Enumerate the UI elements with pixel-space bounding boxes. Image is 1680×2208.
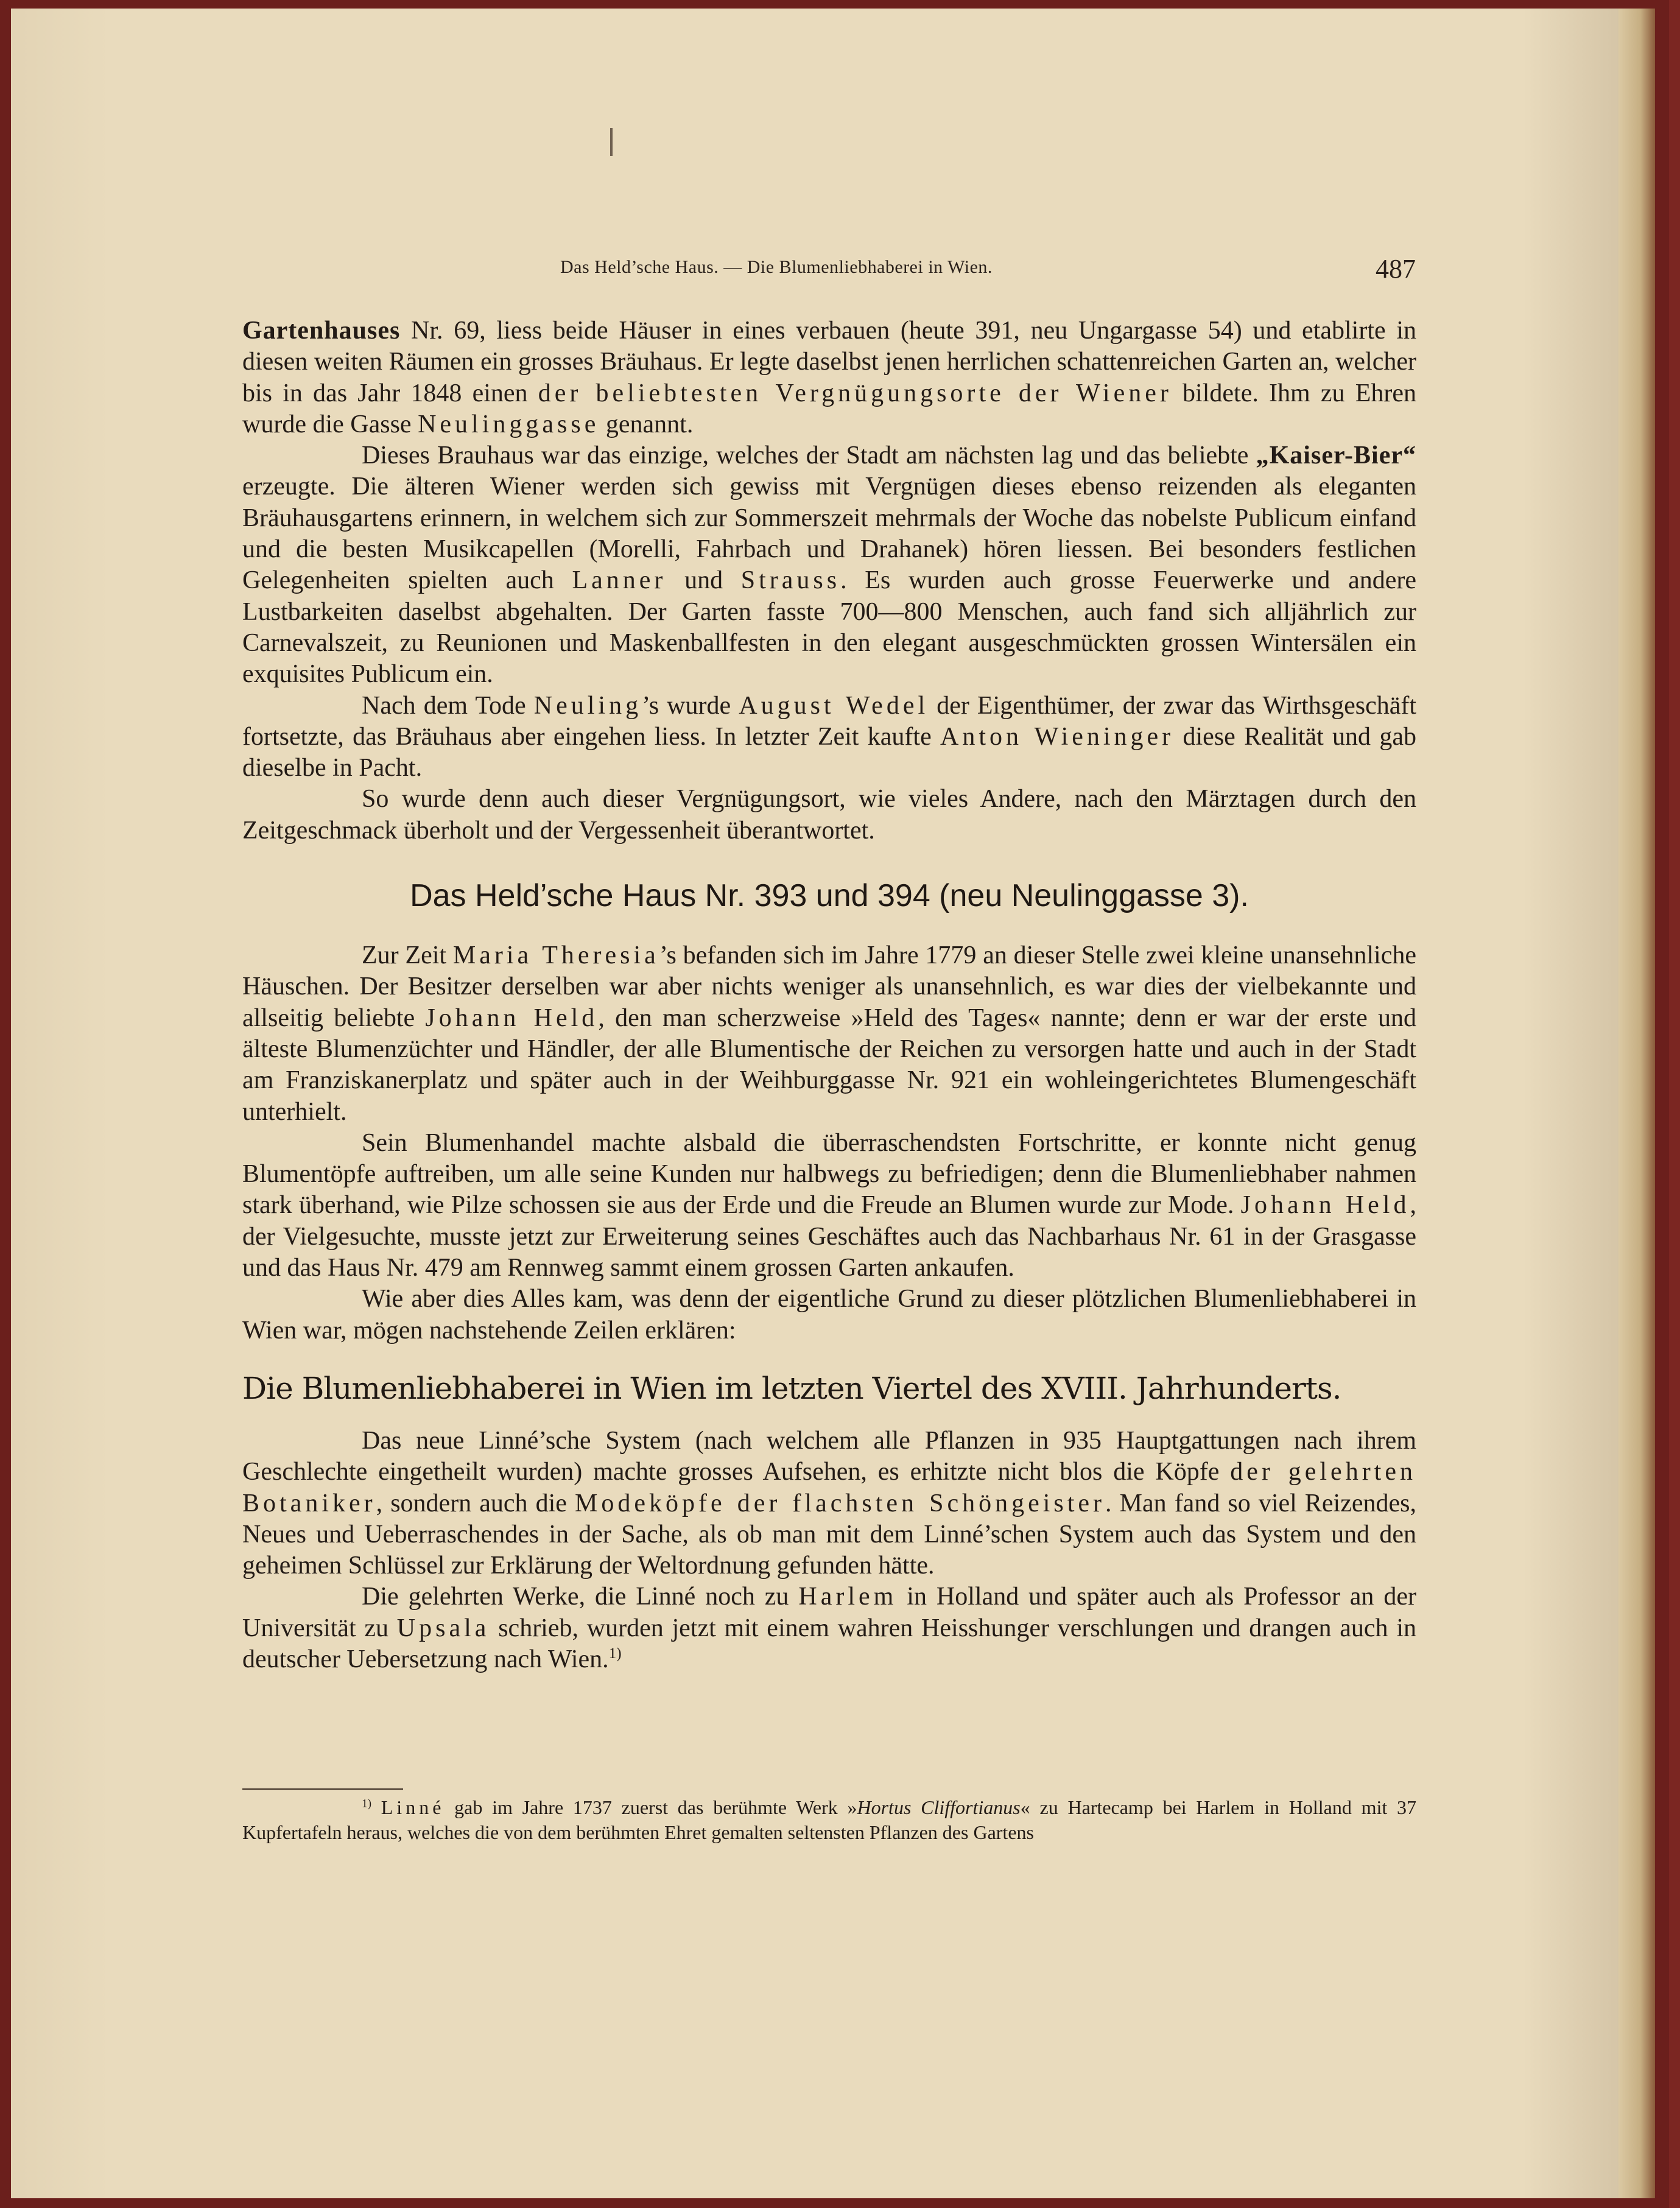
paragraph-8: Das neue Linné’sche System (nach welchem alle Pflanzen in 935 Hauptgattungen nach ihrem Geschlechte eingetheilt wurden) machte grosses Aufsehen, es erhitzte nicht blos die Köpfe der gelehrten Botaniker, sondern auch die Modeköpfe der flachsten Schöngeister. Man fand so viel Reizendes, Neues und Ueberraschendes in der Sache, als ob man mit dem Linné’schen System auch das System und den geheimen Schlüssel zur Erklärung der Weltordnung gefunden hätte. [242,1426,1416,1580]
footnote [242,1795,1416,1845]
paragraph-1: Gartenhauses Nr. 69, liess beide Häuser in eines verbauen (heute 391, neu Ungargasse 54) und etablirte in diesen weiten Räumen ein grosses Bräuhaus. Er legte daselbst jenen herrlichen schattenreichen Garten an, welcher bis in das Jahr 1848 einen der beliebtesten Vergnügungsorte der Wiener bildete. Ihm zu Ehren wurde die Gasse Neulinggasse genannt. [242,317,1416,438]
footnote-reference: 1) [608,1645,622,1662]
footnote-marker: 1) [362,1797,371,1810]
paragraph-6: Sein Blumenhandel machte alsbald die überraschendsten Fortschritte, er konnte nicht genug Blumentöpfe auftreiben, um alle seine Kunden nur halbwegs zu befriedigen; denn die Blumenliebhaber nahmen stark überhand, wie Pilze schossen sie aus der Erde und die Freude an Blumen wurde zur Mode. Johann Held, der Vielgesuchte, musste jetzt zur Erweiterung seines Geschäftes auch das Nachbarhaus Nr. 61 in der Grasgasse und das Haus Nr. 479 am Rennweg sammt einem grossen Garten ankaufen. [242,1128,1416,1282]
page-number: 487 [1376,254,1416,284]
paragraph-9: Die gelehrten Werke, die Linné noch zu Harlem in Holland und später auch als Professor an der Universität zu Upsala schrieb, wurden jetzt mit einem wahren Heisshunger verschlungen und drangen auch in deutscher Uebersetzung nach Wien.$^{1)}$ [242,1583,1416,1673]
paragraph-5: Zur Zeit Maria Theresia’s befanden sich im Jahre 1779 an dieser Stelle zwei kleine unansehnliche Häuschen. Der Besitzer derselben war aber nichts weniger als unansehnlich, es war dies der vielbekannte und allseitig beliebte Johann Held, den man scherzweise »Held des Tages« nannte; denn er war der erste und älteste Blumenzüchter und Händler, der alle Blumentische der Reichen zu versorgen hatte und auch in der Stadt am Franziskanerplatz und später auch in der Weihburggasse Nr. 921 ein wohleingerichtetes Blumengeschäft unterhielt. [242,941,1416,1126]
ink-mark [610,128,613,156]
section-heading-blumenliebhaberei: Die Blumenliebhaberei in Wien im letzten Viertel des XVIII. Jahrhunderts. [242,1370,1341,1406]
paragraph-2: Dieses Brauhaus war das einzige, welches der Stadt am nächsten lag und das beliebte „Kaiser-Bier“ erzeugte. Die älteren Wiener werden sich gewiss mit Vergnügen dieses ebenso reizenden als eleganten Bräuhausgartens erinnern, in welchem sich zur Sommerszeit mehrmals der Woche das nobelste Publicum einfand und die besten Musikcapellen (Morelli, Fahrbach und Drahanek) hören liessen. Bei besonders festlichen Gelegenheiten spielten auch Lanner und Strauss. Es wurden auch grosse Feuerwerke und andere Lustbarkeiten daselbst abgehalten. Der Garten fasste 700—800 Menschen, auch fand sich alljährlich zur Carnevalszeit, zu Reunionen und Maskenballfesten in den elegant ausgeschmückten grossen Wintersälen ein exquisites Publicum ein. [242,441,1417,689]
footnote-divider [242,1788,403,1790]
page-edge [1669,0,1680,2208]
paragraph-7: Wie aber dies Alles kam, was denn der eigentliche Grund zu dieser plötzlichen Blumenliebhaberei in Wien war, mögen nachstehende Zeilen erklären: [242,1285,1416,1345]
section-heading-held-haus: Das Held’sche Haus Nr. 393 und 394 (neu Neulinggasse 3). [410,878,1249,914]
running-title: Das Held’sche Haus. — Die Blumenliebhaberei in Wien. [560,257,993,277]
page-header [560,253,1416,296]
paragraph-4: So wurde denn auch dieser Vergnügungsort, wie vieles Andere, nach den Märztagen durch den Zeitgeschmack überholt und der Vergessenheit überantwortet. [242,785,1416,845]
footnote-text: $^{1)}$ Linné gab im Jahre 1737 zuerst das berühmte Werk »Hortus Cliffortianus« zu Hartecamp bei Harlem in Holland mit 37 Kupfertafeln heraus, welches die von dem berühmten Ehret gemalten seltensten Pflanzen des Gartens [242,1796,1417,1843]
main-text [242,315,1416,1675]
page-binding [1618,9,1655,2198]
paragraph-3: Nach dem Tode Neuling’s wurde August Wedel der Eigenthümer, der zwar das Wirthsgeschäft fortsetzte, das Bräuhaus aber eingehen liess. In letzter Zeit kaufte Anton Wieninger diese Realität und gab dieselbe in Pacht. [242,691,1417,782]
